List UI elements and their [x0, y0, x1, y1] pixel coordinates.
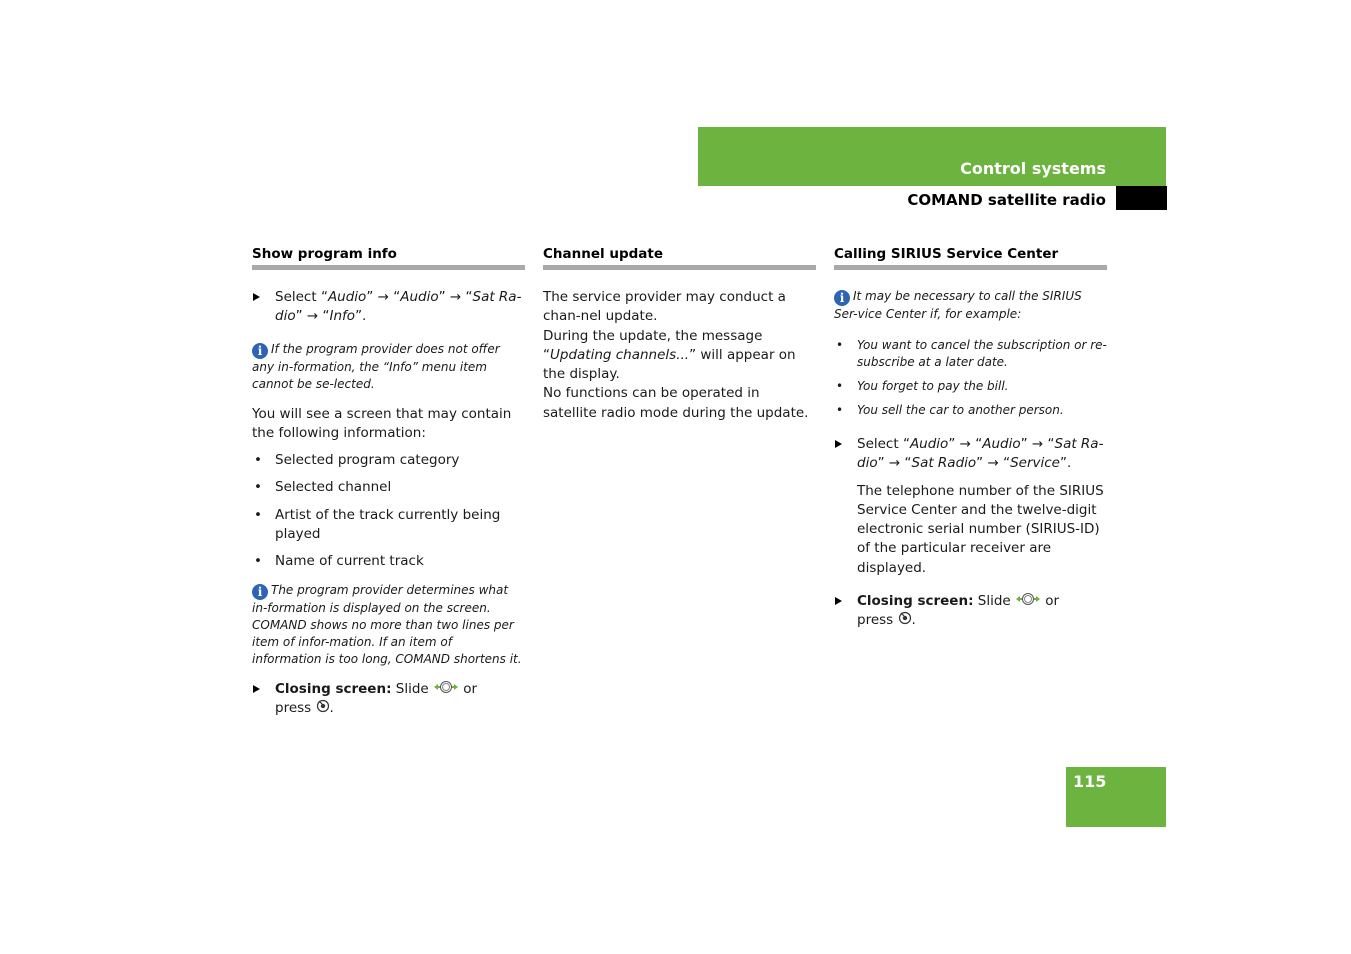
heading-show-program-info: Show program info	[252, 246, 525, 270]
reasons-list	[834, 337, 1107, 419]
arrow-right-icon: →	[306, 308, 319, 325]
arrow-right-icon: →	[1031, 436, 1044, 452]
list-item: • You forget to pay the bill.	[834, 378, 1107, 395]
column-show-program-info	[252, 246, 525, 732]
step-arrow-icon	[253, 293, 260, 301]
arrow-right-icon: →	[888, 455, 901, 472]
controller-press-icon	[316, 699, 330, 713]
paragraph-screen-info: You will see a screen that may contain the following information:	[252, 405, 512, 441]
list-item: • Selected channel	[252, 478, 525, 497]
info-list	[252, 451, 525, 571]
step-arrow-icon	[253, 685, 260, 693]
info-icon: i	[252, 343, 268, 359]
heading-channel-update: Channel update	[543, 246, 816, 270]
list-item: • Selected program category	[252, 451, 525, 470]
arrow-right-icon: →	[377, 289, 389, 305]
column-sirius-service	[834, 246, 1107, 645]
list-item: • You sell the car to another person.	[834, 402, 1107, 419]
controller-slide-icon	[433, 680, 459, 694]
heading-sirius-service: Calling SIRIUS Service Center	[834, 246, 1107, 270]
arrow-right-icon: →	[449, 289, 462, 305]
info-note: i If the program provider does not offer any in-formation, the “Info” menu item cannot be se-lected.	[252, 341, 500, 391]
info-note: i The program provider determines what in-formation is displayed on the screen. COMAND shows no more than two lines per item of infor-mation. If an item of information is too long, COMAND shortens it.	[252, 582, 522, 666]
section-tab-marker	[1116, 186, 1167, 210]
step-arrow-icon	[835, 597, 842, 605]
info-icon: i	[834, 290, 850, 306]
paragraph-channel-update: The service provider may conduct a chan-nel update. During the update, the message “Updating channels...” will appear on the display. No functions can be operated in satellite radio mode during the update.	[543, 289, 809, 421]
step-closing-screen: Closing screen: Slide or press .	[252, 680, 525, 719]
step-select-service: Select “Audio” → “Audio” → “Sat Ra-dio” → “Sat Radio” → “Service”.	[834, 435, 1107, 474]
step-closing-screen: Closing screen: Slide or press .	[834, 592, 1107, 631]
step-select-info: Select “Audio” → “Audio” → “Sat Ra-dio” → “Info”.	[252, 288, 525, 327]
page-number: 115	[1073, 772, 1107, 791]
info-icon: i	[252, 584, 268, 600]
arrow-right-icon: →	[987, 455, 999, 472]
list-item: • Artist of the track currently being played	[252, 506, 525, 545]
paragraph-service-number: The telephone number of the SIRIUS Service Center and the twelve-digit electronic serial number (SIRIUS-ID) of the particular receiver are displayed.	[857, 482, 1104, 576]
controller-slide-icon	[1015, 592, 1041, 606]
controller-press-icon	[898, 611, 912, 625]
column-channel-update	[543, 246, 816, 423]
info-note: i It may be necessary to call the SIRIUS Ser-vice Center if, for example:	[834, 289, 1082, 321]
step-arrow-icon	[835, 440, 842, 448]
arrow-right-icon: →	[959, 436, 971, 452]
list-item: • Name of current track	[252, 552, 525, 571]
list-item: • You want to cancel the subscription or re-subscribe at a later date.	[834, 337, 1107, 371]
section-title: Control systems	[960, 159, 1106, 178]
subsection-title: COMAND satellite radio	[907, 191, 1106, 209]
